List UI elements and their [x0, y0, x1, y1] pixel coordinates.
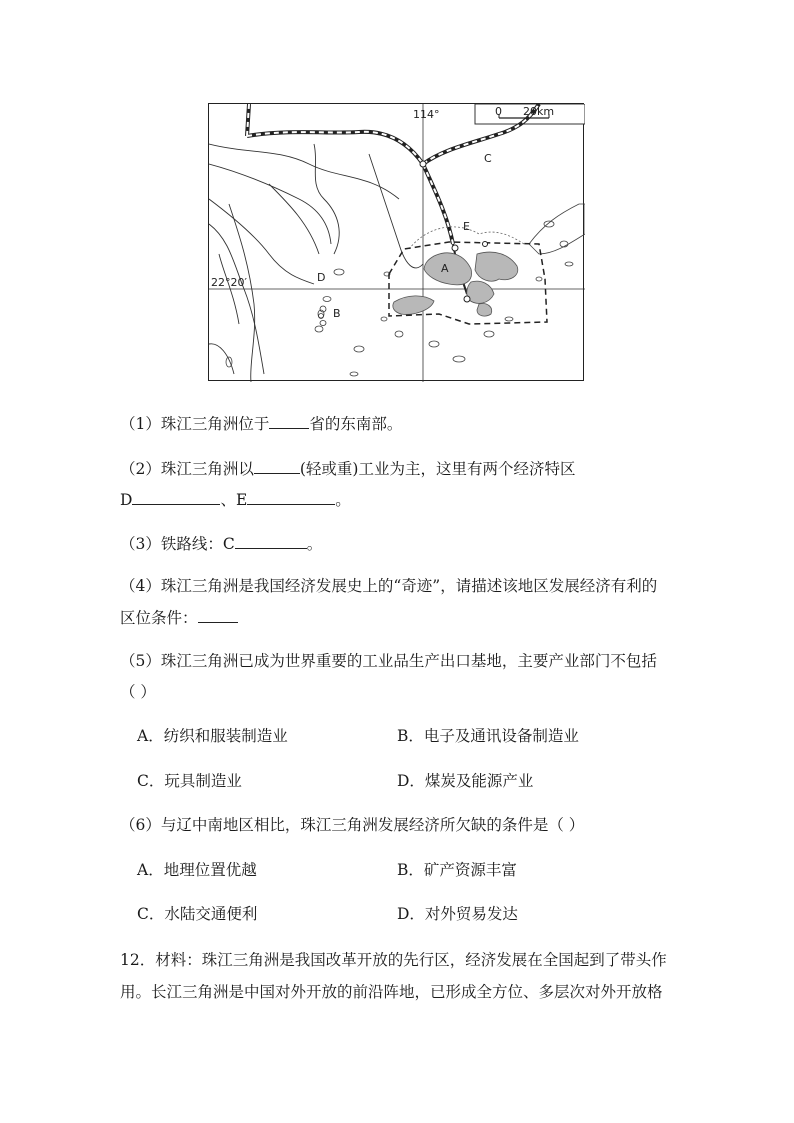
question-4-line-1	[120, 576, 657, 596]
rivers	[209, 144, 423, 382]
question-12-line-2	[120, 982, 663, 1002]
macao-b-islands	[319, 306, 327, 326]
map-drawing	[209, 104, 585, 382]
q6-option-a[interactable]: A．地理位置优越	[137, 861, 257, 879]
question-2-line-2	[120, 489, 351, 510]
q2-blank-d[interactable]	[132, 489, 220, 505]
question-5-bracket	[120, 682, 156, 702]
latitude-label: 22°20′	[211, 276, 247, 289]
map-label-e: E	[463, 220, 470, 233]
q5-option-a[interactable]: A．纺织和服装制造业	[137, 727, 288, 745]
q6-option-d[interactable]: D．对外贸易发达	[397, 905, 518, 923]
question-5-line-1	[120, 651, 657, 671]
q5-answer-bracket[interactable]: （ ）	[120, 683, 156, 701]
scale-distance-label: 20km	[523, 105, 555, 118]
q1-suffix: 省的东南部。	[309, 415, 403, 433]
q4-label: 区位条件：	[120, 609, 198, 627]
q12-text-1: 12．材料：珠江三角洲是我国改革开放的先行区，经济发展在全国起到了带头作	[120, 951, 667, 969]
q4-blank[interactable]	[198, 607, 238, 623]
q3-blank[interactable]	[235, 533, 307, 549]
q2-prefix: （2）珠江三角洲以	[120, 460, 254, 478]
question-3	[120, 533, 322, 554]
q3-prefix: （3）铁路线：C	[120, 535, 235, 553]
longitude-label: 114°	[413, 108, 440, 121]
region-a	[393, 252, 518, 316]
q5-text: （5）珠江三角洲已成为世界重要的工业品生产出口基地，主要产业部门不包括	[120, 652, 657, 670]
question-4-line-2	[120, 607, 238, 628]
q2-middle: (轻或重)工业为主，这里有两个经济特区	[299, 460, 576, 478]
q1-blank[interactable]	[269, 413, 309, 429]
q6-option-b[interactable]: B．矿产资源丰富	[397, 861, 517, 879]
q5-option-b[interactable]: B．电子及通讯设备制造业	[397, 727, 579, 745]
pearl-river-delta-map	[208, 103, 584, 381]
q4-text: （4）珠江三角洲是我国经济发展史上的“奇迹”，请描述该地区发展经济有利的	[120, 577, 658, 595]
q1-prefix: （1）珠江三角洲位于	[120, 415, 270, 433]
q2-blank-e[interactable]	[247, 489, 335, 505]
q2-e-label: 、E	[220, 491, 248, 509]
islands	[226, 204, 585, 376]
q2-d-label: D	[120, 491, 133, 509]
q5-option-d[interactable]: D．煤炭及能源产业	[397, 772, 534, 790]
map-label-a: A	[441, 262, 449, 275]
scale-zero-label: 0	[495, 105, 502, 118]
q12-text-2: 用。长江三角洲是中国对外开放的前沿阵地，已形成全方位、多层次对外开放格	[120, 983, 663, 1001]
q3-end: 。	[306, 535, 323, 553]
q2-blank-type[interactable]	[254, 458, 300, 474]
question-2	[120, 458, 575, 479]
question-6	[120, 815, 584, 835]
question-1	[120, 413, 402, 434]
map-label-b: B	[333, 307, 341, 320]
q2-end: 。	[335, 491, 351, 509]
q5-option-c[interactable]: C．玩具制造业	[137, 772, 242, 790]
question-12-line-1	[120, 950, 667, 970]
map-label-c: C	[484, 152, 492, 165]
q6-text: （6）与辽中南地区相比，珠江三角洲发展经济所欠缺的条件是（ ）	[120, 816, 585, 834]
map-label-d: D	[317, 271, 326, 284]
q6-option-c[interactable]: C．水陆交通便利	[137, 905, 258, 923]
